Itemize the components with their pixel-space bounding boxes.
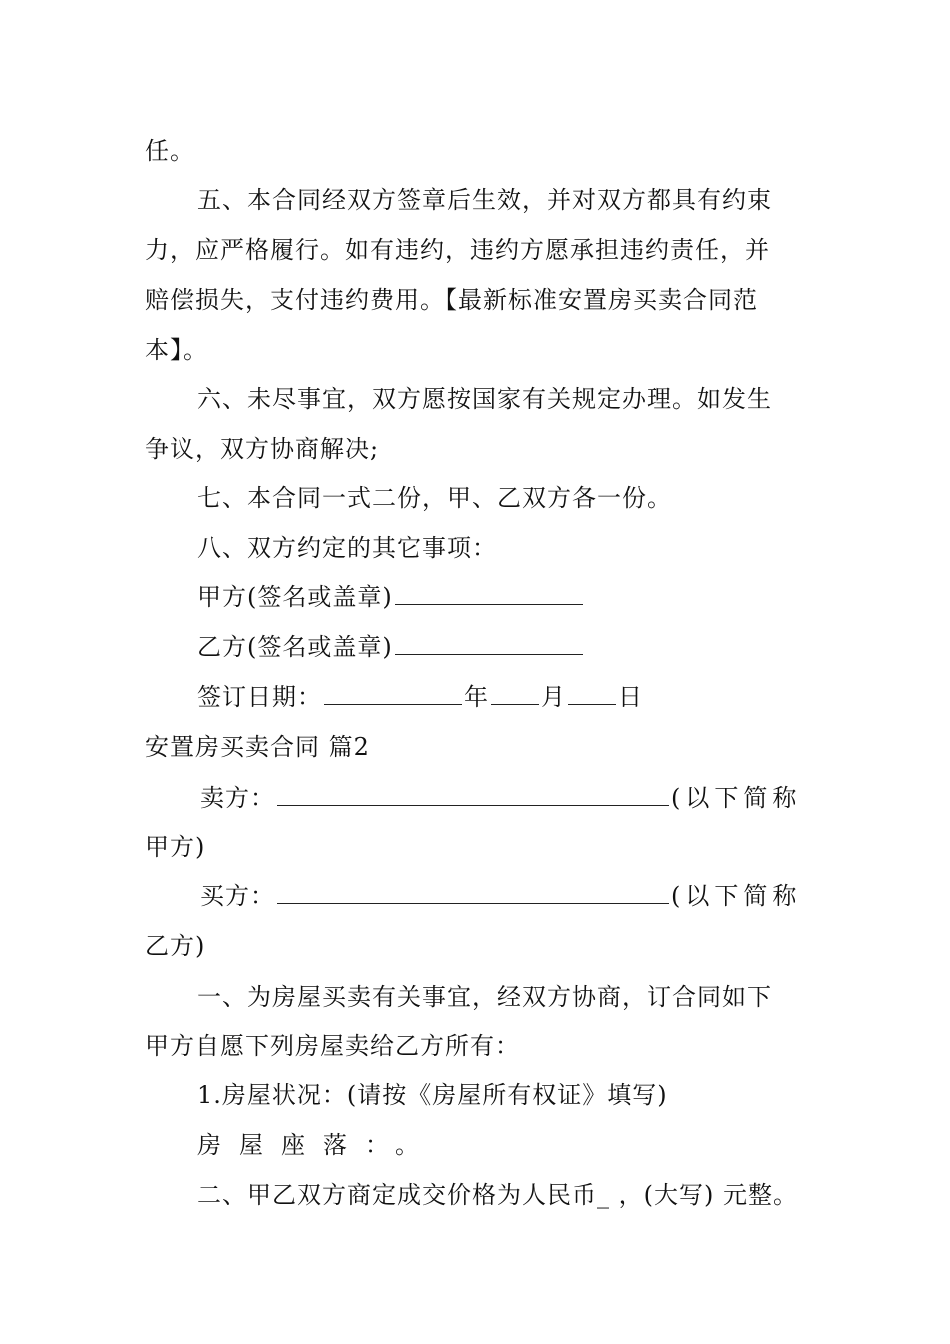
text-line: 任。 (145, 137, 195, 165)
day-label: 日 (618, 683, 643, 711)
buyer-suffix: (以下简称 (671, 882, 802, 910)
month-label: 月 (541, 683, 566, 711)
text-line: 赔偿损失，支付违约费用。【最新标准安置房买卖合同范 (145, 286, 758, 314)
buyer-line (200, 881, 810, 911)
text-line: 五、本合同经双方签章后生效，并对双方都具有约束 (197, 186, 772, 214)
sign-date-label: 签订日期： (197, 683, 322, 711)
party-b-signature-label: 乙方(签名或盖章) (197, 633, 393, 661)
text-line: 争议，双方协商解决; (145, 435, 380, 463)
location-end: 。 (395, 1131, 420, 1159)
clause-one-line: 甲方自愿下列房屋卖给乙方所有： (145, 1032, 520, 1060)
seller-line (200, 783, 810, 813)
text-line: 本】。 (145, 336, 208, 364)
section-title: 安置房买卖合同 篇2 (145, 733, 370, 761)
seller-suffix: (以下简称 (671, 784, 802, 812)
day-blank (568, 682, 616, 705)
year-label: 年 (464, 683, 489, 711)
seller-alias: 甲方) (145, 833, 206, 861)
year-blank (324, 682, 462, 705)
clause-one-line: 一、为房屋买卖有关事宜，经双方协商，订合同如下 (197, 983, 772, 1011)
seller-blank (277, 783, 669, 806)
month-blank (491, 682, 539, 705)
text-line: 七、本合同一式二份，甲、乙双方各一份。 (197, 484, 672, 512)
location-line (197, 1130, 420, 1160)
sign-date-line (197, 682, 643, 712)
text-line: 八、双方约定的其它事项： (197, 534, 497, 562)
seller-label: 卖方： (200, 784, 275, 812)
buyer-label: 买方： (200, 882, 275, 910)
clause-two: 二、甲乙双方商定成交价格为人民币_ ，(大写) 元整。 (197, 1181, 798, 1209)
item-one: 1.房屋状况：(请按《房屋所有权证》填写) (197, 1081, 668, 1109)
buyer-blank (277, 881, 669, 904)
party-b-signature-line (197, 632, 585, 662)
text-line: 力，应严格履行。如有违约，违约方愿承担违约责任，并 (145, 236, 770, 264)
signature-blank (395, 632, 583, 655)
party-a-signature-line (197, 582, 585, 612)
location-label: 房屋座落： (197, 1131, 395, 1159)
buyer-alias: 乙方) (145, 932, 206, 960)
text-line: 六、未尽事宜，双方愿按国家有关规定办理。如发生 (197, 385, 772, 413)
signature-blank (395, 582, 583, 605)
party-a-signature-label: 甲方(签名或盖章) (197, 583, 393, 611)
